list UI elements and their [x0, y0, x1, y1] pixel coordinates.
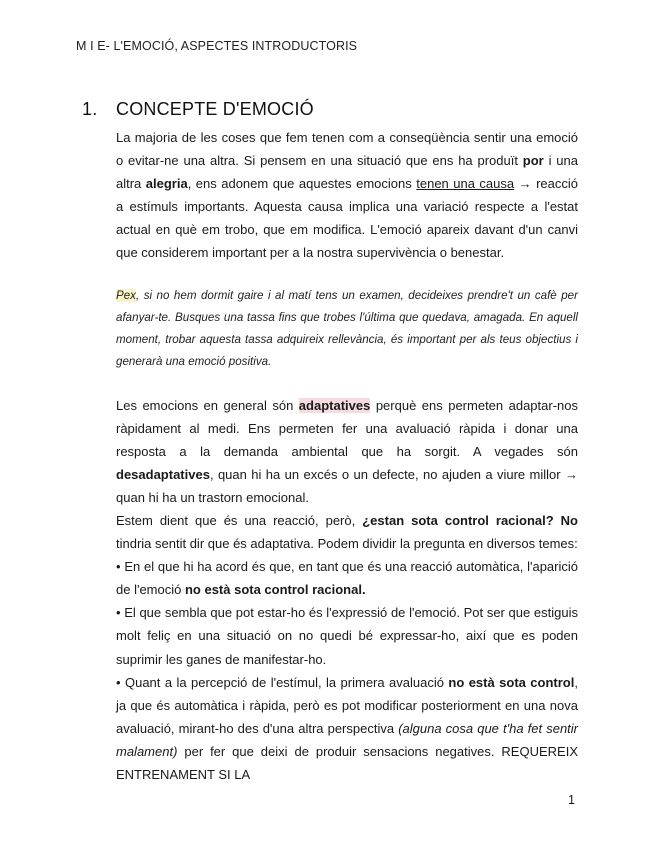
- text-run: , ens adonem que aquestes emocions: [187, 176, 417, 192]
- paragraph-control: [116, 509, 578, 786]
- text-run: , quan hi ha un excés o un defecte, no ajuden a viure millor → quan hi ha un trastorn emocional.: [116, 467, 578, 506]
- underlined-term: tenen una causa: [416, 176, 515, 192]
- paragraph-concept: [116, 126, 578, 265]
- highlight-pex: Pex: [116, 289, 136, 302]
- text-run: , ja que és automàtica i ràpida, però es pot modificar posteriorment en una nova avaluació, mirant-ho des d'una altra perspectiva: [116, 674, 578, 736]
- bold-term: no està sota control: [448, 674, 575, 690]
- text-run: • En el que hi ha acord és que, en tant que és una reacció automàtica, l'aparició de l'emoció: [116, 559, 578, 598]
- section-heading: [82, 99, 314, 120]
- text-run: per fer que deixi de produir sensacions negatives. REQUEREIX ENTRENAMENT SI LA: [116, 743, 578, 783]
- example-paragraph: [116, 285, 578, 373]
- bold-question: ¿estan sota control racional? No: [362, 513, 579, 528]
- highlight-adaptatives: adaptatives: [298, 398, 371, 413]
- text-run: La majoria de les coses que fem tenen com a conseqüència sentir una emoció o evitar-ne una altra. Si pensem en una situació que ens ha produït: [116, 130, 578, 169]
- text-run: , si no hem dormit gaire i al matí tens un examen, decideixes prendre't un cafè per afanyar-te. Busques una tassa fins que trobes l'última que quedava, amagada. En aquell moment, trobar aquesta tassa adquireix rellevància, és important per als teus objectius i generarà una emoció positiva.: [116, 289, 578, 368]
- bullet-item-3: [116, 671, 578, 786]
- text-run: → reacció a estímuls importants. Aquesta causa implica una variació respecte a l'estat actual en què em trobo, que em modifica. L'emoció apareix davant d'un canvi que considerem important per a la nostra supervivència o benestar.: [116, 176, 579, 261]
- control-intro: [116, 509, 578, 555]
- page-header: M I E- L'EMOCIÓ, ASPECTES INTRODUCTORIS: [76, 39, 358, 53]
- text-run: tindria sentit dir que és adaptativa. Podem dividir la pregunta en diversos temes:: [116, 536, 578, 552]
- bold-term-por: por: [522, 153, 544, 169]
- bullet-item-2: • El que sembla que pot estar-ho és l'expressió de l'emoció. Pot ser que estiguis molt feliç en una situació on no quedi bé expressar-ho, així que es poden suprimir les ganes de manifestar-ho.: [116, 605, 578, 667]
- italic-aside: (alguna cosa que t'ha fet sentir malament): [116, 720, 579, 759]
- section-title: CONCEPTE D'EMOCIÓ: [116, 99, 314, 119]
- text-run: perquè ens permeten adaptar-nos ràpidament al medi. Ens permeten fer una avaluació ràpida i donar una resposta a la demanda ambiental que ha sorgit. A vegades són: [116, 398, 579, 460]
- bullet-item-1: [116, 555, 578, 601]
- text-run: • Quant a la percepció de l'estímul, la primera avaluació: [116, 674, 449, 690]
- bold-term-desadaptatives: desadaptatives: [116, 467, 210, 483]
- bold-term: no està sota control racional.: [184, 582, 366, 598]
- text-run: i una altra: [116, 153, 578, 192]
- page-number: 1: [568, 793, 575, 807]
- text-run: Estem dient que és una reacció, però,: [116, 513, 363, 528]
- paragraph-adaptive: [116, 394, 578, 509]
- text-run: Les emocions en general són: [116, 398, 299, 413]
- bold-term-alegria: alegria: [145, 176, 188, 192]
- section-number: 1.: [82, 99, 98, 119]
